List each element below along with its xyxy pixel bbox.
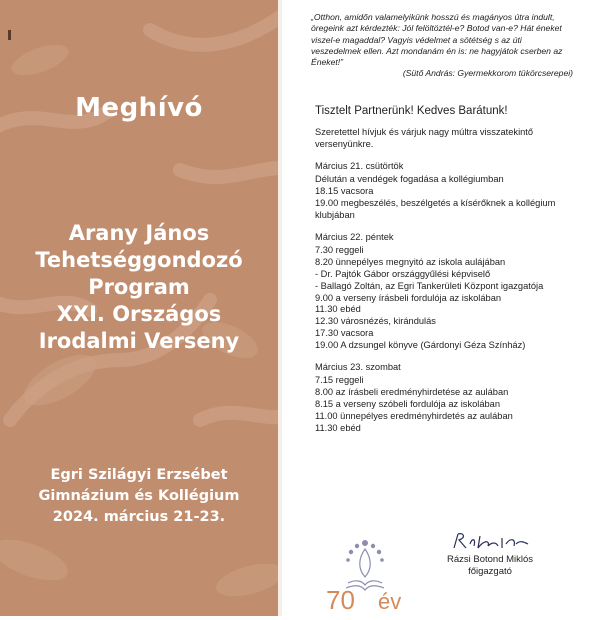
schedule-item: 19.00 A dzsungel könyve (Gárdonyi Géza Színház) <box>315 339 526 350</box>
logo-word: év <box>378 589 402 614</box>
edge-mark <box>8 30 11 40</box>
program-title <box>0 220 278 355</box>
schedule-item: 9.00 a verseny írásbeli fordulója az iskolában <box>315 292 502 303</box>
schedule-item: 8.15 a verseny szóbeli fordulója az iskolában <box>315 398 501 409</box>
signer-name: Rázsi Botond Miklós <box>446 554 534 565</box>
schedule-item: Délután a vendégek fogadása a kollégiumban <box>315 174 504 185</box>
schedule-item: - Ballagó Zoltán, az Egri Tankerületi Központ igazgatója <box>315 280 544 291</box>
schedule-item: 7.30 reggeli <box>315 245 364 256</box>
program-schedule <box>315 104 585 444</box>
signature-block <box>430 530 550 578</box>
invitation-title: Meghívó <box>75 93 203 123</box>
program-line: Arany János <box>68 221 210 245</box>
day-block <box>315 232 585 352</box>
program-line: Irodalmi Verseny <box>38 329 240 353</box>
schedule-item: 7.15 reggeli <box>315 375 364 386</box>
day-block <box>315 362 585 435</box>
handwritten-signature <box>450 530 530 552</box>
quote-text: „Otthon, amidőn valamelyikünk hosszú és magányos útra indult, öregeink azt kérdezték: Jól felöltöztél-e? Botod van-e? Hát éneket viszel-e magaddal? Vagyis védelmet a sötétség s az úti veszedelmek ellen. Azt mondanám én is: ne hagyjátok cserben az Éneket!” <box>311 12 563 68</box>
schedule-item: - Dr. Pajtók Gábor országgyűlési képviselő <box>315 268 491 279</box>
school-line: 2024. március 21-23. <box>52 509 226 525</box>
school-line: Egri Szilágyi Erzsébet <box>50 467 228 483</box>
program-line: Tehetséggondozó <box>35 248 243 272</box>
schedule-item: 8.00 az írásbeli eredményhirdetése az aulában <box>315 387 509 398</box>
schedule-item: 11.00 ünnepélyes eredményhirdetés az aulában <box>315 410 513 421</box>
schedule-item: 11.30 ebéd <box>315 422 361 433</box>
school-line: Gimnázium és Kollégium <box>38 488 240 504</box>
program-line: XXI. Országos <box>56 302 222 326</box>
signer-role: főigazgató <box>468 566 512 577</box>
school-info <box>0 465 278 528</box>
quote-author: (Sütő András: Gyermekkorom tükörcserepei) <box>402 68 573 79</box>
anniversary-logo-icon <box>318 535 413 615</box>
day-heading: Március 23. szombat <box>315 361 401 372</box>
schedule-item: 18.15 vacsora <box>315 186 374 197</box>
quote-block <box>311 12 573 80</box>
left-panel <box>0 0 278 616</box>
day-heading: Március 22. péntek <box>315 231 394 242</box>
logo-number: 70 <box>326 585 355 615</box>
anniversary-logo <box>318 535 413 615</box>
invite-text: Szeretettel hívjuk és várjuk nagy múltra visszatekintő versenyünkre. <box>315 127 534 149</box>
schedule-item: 17.30 vacsora <box>315 327 374 338</box>
day-block <box>315 161 585 222</box>
schedule-item: 12.30 városnézés, kirándulás <box>315 316 436 327</box>
day-heading: Március 21. csütörtök <box>315 160 404 171</box>
schedule-item: 19.00 megbeszélés, beszélgetés a kísérőknek a kollégium klubjában <box>315 197 556 220</box>
divider <box>278 0 282 616</box>
schedule-item: 11.30 ebéd <box>315 304 361 315</box>
program-line: Program <box>88 275 190 299</box>
greeting: Tisztelt Partnerünk! Kedves Barátunk! <box>315 105 508 117</box>
schedule-item: 8.20 ünnepélyes megnyitó az iskola aulájában <box>315 257 506 268</box>
